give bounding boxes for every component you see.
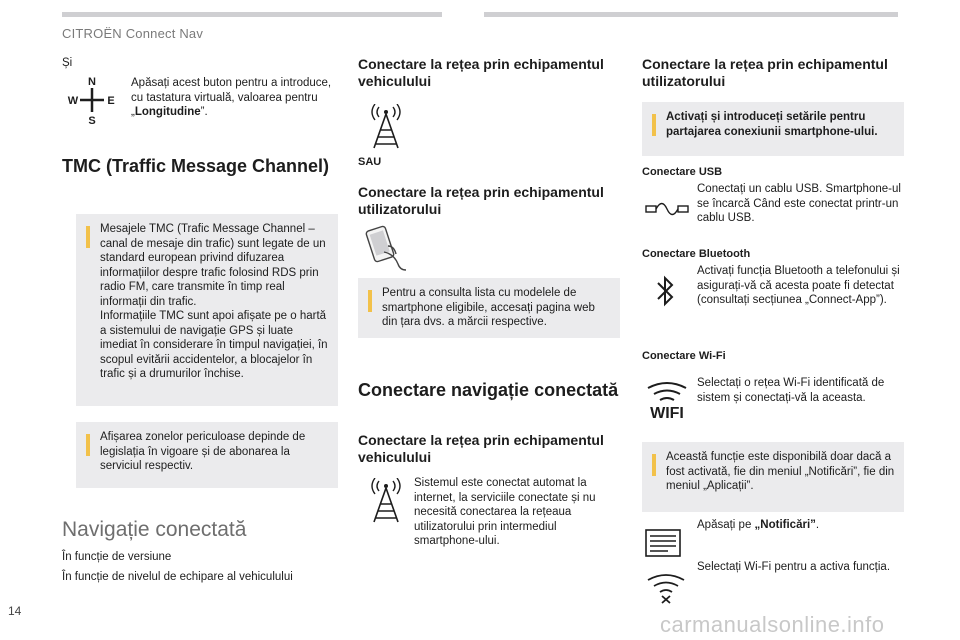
note-accent-bar (368, 290, 372, 312)
notifications-bold: „Notificări” (754, 519, 816, 531)
notifications-list-icon (644, 528, 684, 558)
note-accent-bar (652, 454, 656, 476)
user-network-heading-right: Conectare la rețea prin echipamentul utilizatorului (642, 56, 888, 89)
press-notifications-text: Apăsați pe „Notificări”. (697, 519, 820, 531)
smartphone-icon (364, 224, 410, 272)
compass-icon (64, 74, 120, 126)
svg-text:W: W (67, 95, 79, 107)
header-title: CITROËN Connect Nav (62, 26, 204, 41)
wifi-text: Selectați o rețea Wi-Fi identificată de sistem și conectați-vă la aceasta. (697, 377, 885, 404)
header-rule-left (62, 12, 442, 17)
header-rule-right (484, 12, 898, 17)
vehicle-network-heading: Conectare la rețea prin echipamentul vehiculului (358, 56, 604, 89)
longitude-text: Apăsați acest buton pentru a introduce, cu tastatura virtuală, valoarea pentru „Longitudine”. (131, 77, 332, 118)
svg-text:S: S (88, 115, 96, 126)
page-number: 14 (8, 604, 22, 618)
connected-nav-heading: Conectare navigație conectată (358, 380, 619, 400)
user-network-heading: Conectare la rețea prin echipamentul utilizatorului (358, 184, 604, 217)
bluetooth-icon (654, 274, 678, 308)
phone-note-box (358, 278, 620, 338)
usb-cable-icon (644, 194, 690, 224)
equipment-line: În funcție de nivelul de echipare al vehiculului (62, 571, 293, 583)
longitude-bold: Longitudine (134, 106, 201, 118)
system-connected-text: Sistemul este conectat automat la internet, la serviciile conectate și nu necesită conectarea la rețeaua utilizatorului prin intermediul smartphone-ului. (414, 477, 596, 547)
usb-text: Conectați un cablu USB. Smartphone-ul se încarcă Când este conectat printr-un cablu USB. (697, 183, 901, 224)
phone-note-text: Pentru a consulta lista cu modelele de smartphone eligibile, accesați pagina web din țara dvs. a mărcii respective. (382, 287, 595, 328)
function-note-text: Această funcție este disponibilă doar dacă a fost activată, fie din meniul „Notificări”, fie din meniul „Aplicații”. (666, 451, 895, 492)
vehicle-network-heading-2: Conectare la rețea prin echipamentul vehiculului (358, 432, 604, 465)
version-line: În funcție de versiune (62, 551, 172, 563)
svg-text:E: E (107, 95, 115, 107)
activate-note-box (642, 102, 904, 156)
wifi-icon (644, 378, 690, 422)
svg-text:N: N (88, 76, 96, 88)
activate-note-text: Activați și introduceți setările pentru partajarea conexiunii smartphone-ului. (666, 111, 878, 138)
page-header (0, 0, 960, 48)
note-accent-bar (86, 434, 90, 456)
select-wifi-text: Selectați Wi-Fi pentru a activa funcția. (697, 561, 891, 573)
antenna-icon (366, 478, 406, 524)
svg-text:WIFI: WIFI (650, 405, 684, 422)
si-text: Și (62, 57, 73, 69)
bluetooth-text: Activați funcția Bluetooth a telefonului și asigurați-vă că acesta poate fi detectat (consultați secțiunea „Connect-App”). (697, 265, 900, 306)
wifi-label: Conectare Wi-Fi (642, 350, 726, 362)
danger-note-box (76, 422, 338, 488)
usb-label: Conectare USB (642, 166, 723, 178)
or-label: SAU (358, 156, 382, 168)
nav-heading: Navigație conectată (62, 518, 247, 541)
note-accent-bar (86, 226, 90, 248)
wifi-off-icon (646, 572, 686, 604)
danger-note-text: Afișarea zonelor periculoase depinde de legislația în vigoare și de abonarea la serviciul respectiv. (100, 431, 306, 472)
antenna-icon (366, 104, 406, 150)
note-accent-bar (652, 114, 656, 136)
watermark: carmanualsonline.info (660, 612, 885, 637)
tmc-heading: TMC (Traffic Message Channel) (62, 156, 330, 176)
function-note-box (642, 442, 904, 512)
tmc-note-text: Mesajele TMC (Trafic Message Channel – canal de mesaje din trafic) sunt legate de un standard european privind difuzarea informațiilor despre trafic folosind RDS prin radio FM, care transmite în timp real informații din trafic. Informațiile TMC sunt apoi afișate pe o hartă a sistemului de navigație GPS și luate imediat în considerare în timpul navigației, în scopul evitării accidentelor, a blocajelor în trafic și a drumurilor închise. (100, 223, 328, 380)
tmc-note-box (76, 214, 338, 406)
bluetooth-label: Conectare Bluetooth (642, 248, 751, 260)
